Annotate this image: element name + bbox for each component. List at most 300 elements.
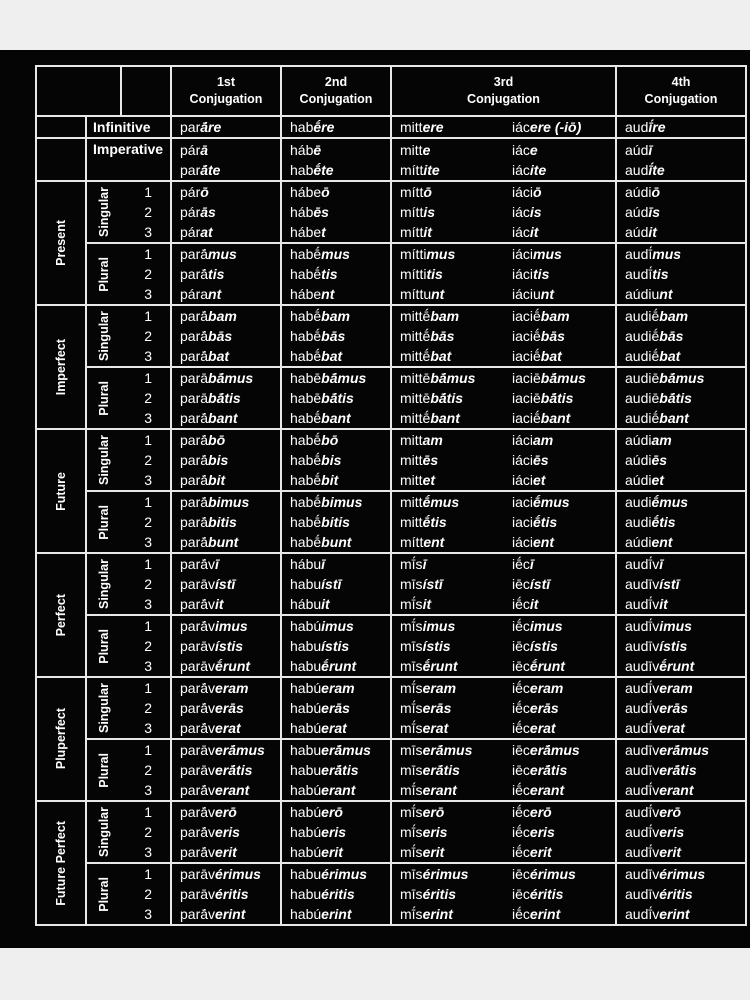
verb-form [512, 554, 615, 574]
header-ordinal: 2nd [324, 75, 348, 89]
verb-ending: ēs [422, 452, 439, 468]
verb-form [180, 408, 280, 428]
verb-stem: parā́v [180, 824, 216, 840]
conjugation-cell [171, 243, 281, 305]
header-conjugation-1 [171, 66, 281, 116]
verb-stem: iáci [512, 432, 534, 448]
person-cell [121, 739, 171, 801]
verb-form [400, 718, 504, 738]
verb-ending: mus [533, 246, 562, 262]
verb-ending: erant [321, 782, 356, 798]
verb-form [290, 264, 390, 284]
header-word: Conjugation [644, 92, 718, 106]
conjugation-cell [616, 739, 746, 801]
verb-ending: eris [659, 824, 685, 840]
verb-stem: aud [625, 119, 649, 135]
verb-form [512, 864, 615, 884]
verb-ending: éritis [321, 886, 355, 902]
verb-form [400, 698, 504, 718]
number-label: Plural [97, 752, 111, 788]
verb-form [180, 718, 280, 738]
verb-form [290, 326, 390, 346]
verb-stem: iaciḗ [512, 410, 541, 426]
conjugation-cell [504, 553, 616, 615]
verb-form [512, 244, 615, 264]
infinitive-row [36, 116, 746, 138]
verb-ending: érimus [529, 866, 576, 882]
verb-ending: mus [321, 246, 350, 262]
person-number: 1 [144, 618, 152, 634]
verb-stem: parā́ [180, 348, 209, 364]
verb-form [512, 636, 615, 656]
verb-stem: habu [290, 762, 322, 778]
verb-form [625, 698, 745, 718]
verb-form [180, 698, 280, 718]
verb-form [512, 430, 615, 450]
verb-form [290, 430, 390, 450]
verb-form [512, 450, 615, 470]
verb-form [290, 780, 390, 800]
verb-stem: mitt [400, 514, 423, 530]
verb-form [625, 532, 745, 552]
verb-stem: aúdi [625, 452, 652, 468]
verb-stem: habḗ [290, 534, 322, 550]
verb-stem: audiē [625, 390, 660, 406]
conjugation-cell [616, 801, 746, 863]
verb-form [290, 554, 390, 574]
verb-stem: iḗc [512, 596, 530, 612]
verb-form [625, 160, 745, 180]
verb-form [290, 368, 390, 388]
person-number: 3 [144, 720, 152, 736]
verb-ending: ḗrunt [321, 658, 357, 674]
verb-form [180, 656, 280, 676]
verb-ending: ā [200, 141, 209, 158]
verb-form [625, 222, 745, 242]
verb-stem: mī́s [400, 680, 423, 696]
verb-form [400, 740, 504, 760]
conjugation-cell [281, 553, 391, 615]
verb-form [180, 388, 280, 408]
imperative-cell [504, 138, 616, 181]
verb-ending: ent [533, 534, 555, 550]
verb-stem: habú [290, 700, 322, 716]
person-number: 1 [144, 680, 152, 696]
infinitive-label: Infinitive [86, 116, 171, 138]
verb-stem: iēc [512, 658, 530, 674]
verb-ending: ī [529, 556, 534, 572]
verb-form [400, 244, 504, 264]
tense-present-singular-row [36, 181, 746, 243]
verb-ending: bat [430, 348, 452, 364]
verb-form [180, 450, 280, 470]
person-number: 3 [144, 348, 152, 364]
verb-stem: parāv [180, 638, 216, 654]
verb-form [400, 182, 504, 202]
verb-ending: am [533, 432, 554, 448]
verb-form [400, 264, 504, 284]
verb-stem: habú [290, 824, 322, 840]
verb-stem: habú [290, 844, 322, 860]
verb-form [400, 222, 504, 242]
person-number: 1 [144, 184, 152, 200]
verb-ending: bam [540, 308, 570, 324]
verb-form [625, 326, 745, 346]
verb-stem: iḗc [512, 844, 530, 860]
verb-stem: iáci [512, 472, 534, 488]
verb-ending: éritis [659, 886, 693, 902]
verb-stem: parā́ [180, 410, 209, 426]
verb-ending: ístis [422, 638, 451, 654]
verb-ending: mus [426, 246, 456, 262]
verb-stem: aúdi [625, 432, 652, 448]
verb-ending: ēs [651, 452, 668, 468]
verb-ending: erā́tis [659, 762, 697, 778]
number-label-cell [86, 305, 121, 367]
tense-future-plural-row [36, 491, 746, 553]
person-number: 3 [144, 844, 152, 860]
verb-form [400, 430, 504, 450]
verb-ending: erās [422, 700, 452, 716]
verb-ending: ḗrunt [529, 658, 565, 674]
corner-cell [121, 66, 171, 116]
verb-form [290, 740, 390, 760]
verb-stem: audī́v [625, 618, 660, 634]
verb-form [400, 202, 504, 222]
verb-form [290, 594, 390, 614]
person-number: 3 [144, 596, 152, 612]
verb-form [400, 864, 504, 884]
verb-form [512, 264, 615, 284]
verb-ending: bās [540, 328, 565, 344]
verb-form [290, 904, 390, 924]
number-label-cell [86, 615, 121, 677]
header-ordinal: 4th [671, 75, 691, 89]
verb-stem: mítt [400, 204, 424, 220]
verb-form [625, 430, 745, 450]
verb-form [290, 656, 390, 676]
verb-ending: ḗmus [422, 494, 460, 510]
person-number: 3 [144, 224, 152, 240]
verb-stem: audī́ [625, 266, 653, 282]
verb-stem: iēc [512, 866, 530, 882]
verb-ending: erant [659, 782, 694, 798]
verb-stem: iaci [512, 514, 534, 530]
tense-perfect-singular-row [36, 553, 746, 615]
number-label: Singular [97, 682, 111, 733]
verb-ending: erā́mus [422, 742, 473, 758]
verb-form [512, 346, 615, 366]
verb-stem: habḗ [290, 410, 322, 426]
number-label-cell [86, 739, 121, 801]
verb-form [400, 284, 504, 304]
number-label-cell [86, 243, 121, 305]
verb-form [512, 802, 615, 822]
verb-stem: mittḗ [400, 308, 431, 324]
conjugation-cell [504, 243, 616, 305]
verb-ending: ent [423, 534, 445, 550]
verb-form [290, 864, 390, 884]
verb-stem: mī́s [400, 782, 423, 798]
verb-stem: iaciḗ [512, 328, 541, 344]
verb-form [400, 388, 504, 408]
verb-ending: is [529, 204, 542, 220]
verb-stem: audī́v [625, 720, 660, 736]
conjugation-cell [616, 429, 746, 491]
verb-form [512, 740, 615, 760]
conjugation-cell [391, 181, 504, 243]
number-label-cell [86, 429, 121, 491]
verb-form [625, 864, 745, 884]
verb-stem: iaciē [512, 390, 541, 406]
verb-stem: iḗc [512, 720, 530, 736]
conjugation-cell [504, 863, 616, 925]
verb-form [290, 284, 390, 304]
verb-ending: ite [423, 161, 440, 178]
number-label: Plural [97, 380, 111, 416]
person-number: 1 [144, 370, 152, 386]
verb-stem: iác [512, 119, 530, 135]
person-cell [121, 615, 171, 677]
verb-stem: parā́ [180, 472, 209, 488]
verb-ending: erint [422, 906, 453, 922]
verb-stem: mī́s [400, 906, 423, 922]
verb-form [512, 574, 615, 594]
verb-ending: erit [659, 844, 682, 860]
verb-stem: audī́v [625, 700, 660, 716]
conjugation-cell [504, 491, 616, 553]
person-number: 1 [144, 556, 152, 572]
verb-ending: bimus [321, 494, 363, 510]
conjugation-cell [391, 305, 504, 367]
conjugation-cell [171, 863, 281, 925]
verb-stem: pár [180, 184, 201, 200]
verb-form [290, 492, 390, 512]
verb-stem: habu [290, 638, 322, 654]
verb-stem: iáci [512, 184, 534, 200]
verb-ending: eram [659, 680, 693, 696]
conjugation-cell [391, 615, 504, 677]
verb-stem: parā́v [180, 720, 216, 736]
verb-form [290, 388, 390, 408]
verb-ending: erā́tis [215, 762, 253, 778]
verb-stem: aúd [625, 204, 649, 220]
conjugation-cell [171, 491, 281, 553]
tense-present-plural-row [36, 243, 746, 305]
verb-ending: erat [659, 720, 685, 736]
verb-ending: it [529, 596, 539, 612]
verb-stem: mīs [400, 658, 423, 674]
verb-form [180, 822, 280, 842]
tense-pluperfect-plural-row [36, 739, 746, 801]
verb-ending: ō [321, 184, 330, 200]
conjugation-cell [281, 367, 391, 429]
verb-form [625, 512, 745, 532]
conjugation-cell [504, 677, 616, 739]
conjugation-cell [391, 553, 504, 615]
verb-stem: parā́v [180, 596, 216, 612]
verb-ending: ī́te [648, 161, 665, 178]
imperative-cell [281, 138, 391, 181]
conjugation-cell [171, 553, 281, 615]
verb-ending: et [533, 472, 546, 488]
verb-stem: parā́ [180, 514, 209, 530]
verb-stem: iaciḗ [512, 348, 541, 364]
conjugation-cell [171, 181, 281, 243]
verb-stem: habu [290, 658, 322, 674]
verb-stem: audiḗ [625, 328, 660, 344]
verb-ending: erō [215, 804, 237, 820]
person-number: 3 [144, 286, 152, 302]
number-label-cell [86, 677, 121, 739]
verb-stem: parā́ [180, 308, 209, 324]
verb-stem: habḗ [290, 432, 322, 448]
verb-ending: nt [540, 286, 555, 302]
verb-stem: habú [290, 720, 322, 736]
verb-stem: audī́v [625, 782, 660, 798]
verb-stem: aúd [625, 224, 649, 240]
verb-ending: bant [430, 410, 460, 426]
person-number: 2 [144, 576, 152, 592]
verb-stem: audī́v [625, 844, 660, 860]
verb-ending: bat [321, 348, 343, 364]
verb-form [512, 822, 615, 842]
verb-stem: habḗ [290, 328, 322, 344]
verb-stem: mī́s [400, 720, 423, 736]
verb-form [400, 492, 504, 512]
verb-ending: it [422, 596, 432, 612]
verb-form [625, 388, 745, 408]
conjugation-cell [616, 305, 746, 367]
verb-ending: érimus [422, 866, 469, 882]
verb-ending: mus [208, 246, 237, 262]
verb-ending: ent [651, 534, 673, 550]
person-number: 1 [144, 866, 152, 882]
verb-form [290, 202, 390, 222]
verb-form [512, 140, 615, 160]
verb-ending: imus [529, 618, 563, 634]
header-word: Conjugation [467, 92, 540, 106]
infinitive-cell [171, 116, 281, 138]
verb-form [180, 492, 280, 512]
verb-ending: bās [321, 328, 346, 344]
verb-form [512, 368, 615, 388]
verb-form [625, 740, 745, 760]
verb-ending: ite [529, 161, 547, 178]
verb-ending: éritis [215, 886, 249, 902]
verb-stem: parā́v [180, 782, 216, 798]
verb-form [512, 594, 615, 614]
verb-ending: erint [529, 906, 561, 922]
person-cell [121, 677, 171, 739]
verb-form [625, 802, 745, 822]
verb-ending: it [321, 596, 330, 612]
verb-stem: audiḗ [625, 410, 660, 426]
verb-ending: erat [422, 720, 449, 736]
verb-form [400, 408, 504, 428]
verb-form [512, 718, 615, 738]
verb-stem: habḗ [290, 348, 322, 364]
verb-stem: audī́v [625, 906, 660, 922]
conjugation-cell [391, 243, 504, 305]
imperative-cell [171, 138, 281, 181]
verb-ending: érimus [215, 866, 261, 882]
verb-ending: ō [200, 184, 209, 200]
person-cell [121, 801, 171, 863]
conjugation-cell [504, 739, 616, 801]
person-cell [121, 429, 171, 491]
verb-form [400, 306, 504, 326]
verb-ending: am [422, 432, 443, 448]
verb-form [512, 532, 615, 552]
verb-stem: audīv [625, 762, 660, 778]
verb-ending: īs [648, 204, 661, 220]
verb-ending: erit [215, 844, 237, 860]
conjugation-cell [391, 863, 504, 925]
verb-form [180, 780, 280, 800]
verb-stem: habē [290, 370, 322, 386]
verb-stem: parāv [180, 742, 216, 758]
number-label-cell [86, 553, 121, 615]
verb-ending: ēs [533, 452, 549, 468]
verb-ending: ḗrunt [659, 658, 695, 674]
tense-label-cell [36, 553, 86, 677]
verb-ending: imus [215, 618, 248, 634]
verb-ending: erās [321, 700, 350, 716]
verb-form [180, 636, 280, 656]
verb-stem: parā́v [180, 844, 216, 860]
header-conjugation-3 [391, 66, 616, 116]
verb-stem: audī́v [625, 556, 660, 572]
verb-form [290, 574, 390, 594]
verb-form [625, 718, 745, 738]
verb-stem: audī́v [625, 824, 660, 840]
verb-ending: ī [648, 141, 653, 158]
verb-ending: ḗrunt [422, 658, 458, 674]
verb-form [400, 842, 504, 862]
verb-stem: aúdi [625, 184, 652, 200]
verb-form [290, 718, 390, 738]
verb-form [512, 780, 615, 800]
verb-ending: bā́tis [321, 390, 354, 406]
verb-form [512, 388, 615, 408]
verb-stem: mitt [400, 141, 423, 158]
person-number: 2 [144, 886, 152, 902]
verb-stem: pára [180, 286, 209, 302]
verb-form [180, 740, 280, 760]
verb-ending: erint [321, 906, 352, 922]
infinitive-cell [504, 116, 616, 138]
verb-ending: bis [208, 452, 229, 468]
verb-ending: ístis [321, 638, 350, 654]
verb-form [180, 284, 280, 304]
verb-form [625, 450, 745, 470]
verb-form [180, 117, 280, 137]
verb-form [180, 430, 280, 450]
verb-stem: parā́ [180, 328, 209, 344]
verb-stem: iēc [512, 742, 530, 758]
verb-form [400, 780, 504, 800]
conjugation-cell [281, 801, 391, 863]
verb-stem: audiē [625, 370, 660, 386]
imperative-cell [391, 138, 504, 181]
verb-stem: parāv [180, 762, 216, 778]
verb-form [180, 904, 280, 924]
conjugation-cell [391, 739, 504, 801]
verb-ending: e [422, 141, 431, 158]
conjugation-cell [391, 801, 504, 863]
conjugation-cell [504, 181, 616, 243]
